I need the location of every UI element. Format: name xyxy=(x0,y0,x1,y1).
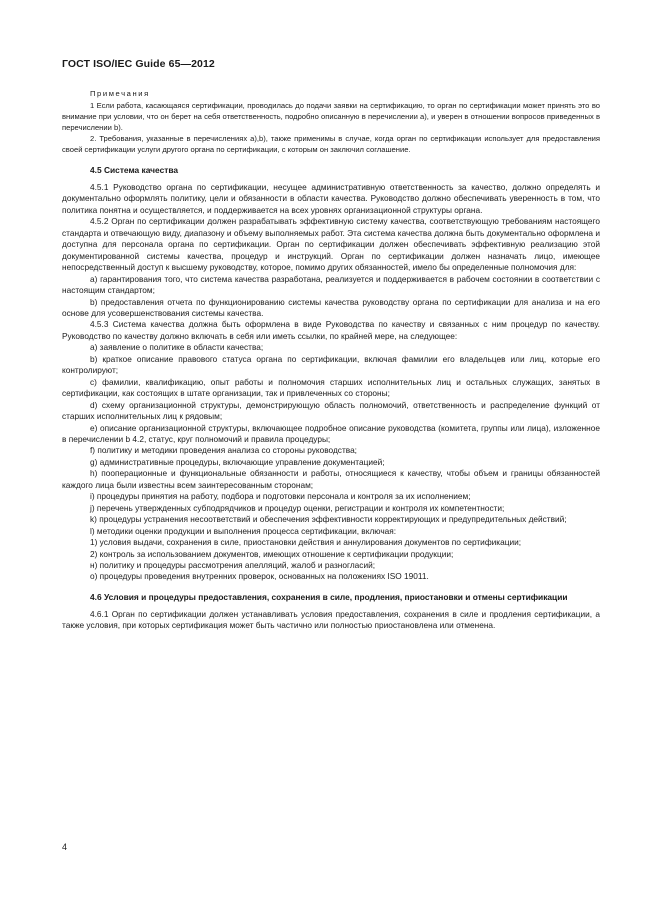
list-item: b) краткое описание правового статуса органа по сертификации, включая фамилии его владельцев или лиц, которые его контролируют; xyxy=(62,353,600,376)
paragraph: 4.5.2 Орган по сертификации должен разрабатывать эффективную систему качества, соответствующую требованиям настоящего стандарта и отвечающую виду, диапазону и объему выполняемых работ. Эта система качества должна быть документально оформлена и доступна для персонала органа по сертификации. Орган по сертификации должен обеспечивать эффективную реализацию этой документированной системы качества, процедур и инструкций. Орган по сертификации должен назначать лицо, имеющее непосредственный доступ к высшему руководству, которое, помимо других обязанностей, имело бы определенные полномочия для: xyxy=(62,216,600,273)
section-heading-4-5: 4.5 Система качества xyxy=(90,165,179,175)
list-item: g) административные процедуры, включающие управление документацией; xyxy=(90,456,385,467)
paragraph: 4.6.1 Орган по сертификации должен устанавливать условия предоставления, сохранения в силе и продления сертификации, а также условия, при которых сертификация может быть частично или полностью приостановлена или отменена. xyxy=(62,608,600,631)
section-heading-4-6: 4.6 Условия и процедуры предоставления, сохранения в силе, продления, приостановки и отмены сертификации xyxy=(90,591,568,602)
paragraph: 4.5.3 Система качества должна быть оформлена в виде Руководства по качеству и связанных с ним процедур по качеству. Руководство по качеству должно включать в себя или иметь ссылки, по крайней мере, на следующее: xyxy=(62,319,600,341)
page-number: 4 xyxy=(62,842,68,852)
document-header: ГОСТ ISO/IEC Guide 65—2012 xyxy=(62,58,215,70)
paragraph: 4.5.1 Руководство органа по сертификации, несущее административную ответственность за качество, должно определять и документально оформлять политику, цели и обязанности в области качества. Руководство должно обеспечивать уверенность в том, что политика понятна и осуществляется, и поддерживается на всех уровнях организационной структуры органа. xyxy=(62,182,600,215)
list-item: е) описание организационной структуры, включающее подробное описание руководства (комитета, группы или лица), изложенное в перечислении b 4.2, статус, круг полномочий и правила процедуры; xyxy=(62,422,600,444)
list-item: h) пооперационные и функциональные обязанности и работы, относящиеся к качеству, чтобы объем и границы обязанностей каждого лица были известны всем заинтересованным сторонам; xyxy=(62,468,600,490)
note-item: 1 Если работа, касающаяся сертификации, проводилась до подачи заявки на сертификацию, то орган по сертификации может принять это во внимание при условии, что он берет на себя ответственность, подробно описанную в перечислении а), и уверен в отношении вопросов приведенных в перечислении b). xyxy=(62,101,600,132)
list-item: b) предоставления отчета по функционированию системы качества руководству органа по сертификации для анализа и на его основе для усовершенствования системы качества. xyxy=(62,296,600,318)
list-item: d) схему организационной структуры, демонстрирующую область полномочий, ответственность и распределение функций от старших исполнительных лиц к рядовым; xyxy=(62,399,600,422)
list-item: k) процедуры устранения несоответствий и обеспечения эффективности корректирующих и предупредительных действий; xyxy=(90,514,567,525)
list-item: f) политику и методики проведения анализа со стороны руководства; xyxy=(90,445,357,456)
list-item: 1) условия выдачи, сохранения в силе, приостановки действия и аннулирования документов по сертификации; xyxy=(90,537,522,548)
list-item: н) политику и процедуры рассмотрения апелляций, жалоб и разногласий; xyxy=(90,559,376,570)
document-body xyxy=(62,88,600,632)
list-item: i) процедуры принятия на работу, подбора и подготовки персонала и контроля за их исполнением; xyxy=(90,491,471,502)
list-item: с) фамилии, квалификацию, опыт работы и полномочия старших исполнительных лиц и остальных служащих, занятых в сертификации, как состоящих в штате организации, так и привлеченных со стороны; xyxy=(62,376,600,399)
note-item: 2. Требования, указанные в перечислениях а),b), также применимы в случае, когда орган по сертификации использует для предоставления своей сертификации услуги другого органа по сертификации, с которым он заключил соглашение. xyxy=(62,134,600,154)
list-item: а) гарантирования того, что система качества разработана, реализуется и поддерживается в рабочем состоянии в соответствии с настоящим стандартом; xyxy=(62,273,600,296)
list-item: о) процедуры проведения внутренних проверок, основанных на положениях ISO 19011. xyxy=(90,571,429,582)
list-item: l) методики оценки продукции и выполнения процесса сертификации, включая: xyxy=(90,525,397,536)
list-item: j) перечень утвержденных субподрядчиков и процедур оценки, регистрации и контроля их компетентности; xyxy=(90,502,505,513)
notes-title: Примечания xyxy=(90,89,150,98)
list-item: а) заявление о политике в области качества; xyxy=(90,342,264,353)
list-item: 2) контроль за использованием документов, имеющих отношение к сертификации продукции; xyxy=(90,548,454,559)
